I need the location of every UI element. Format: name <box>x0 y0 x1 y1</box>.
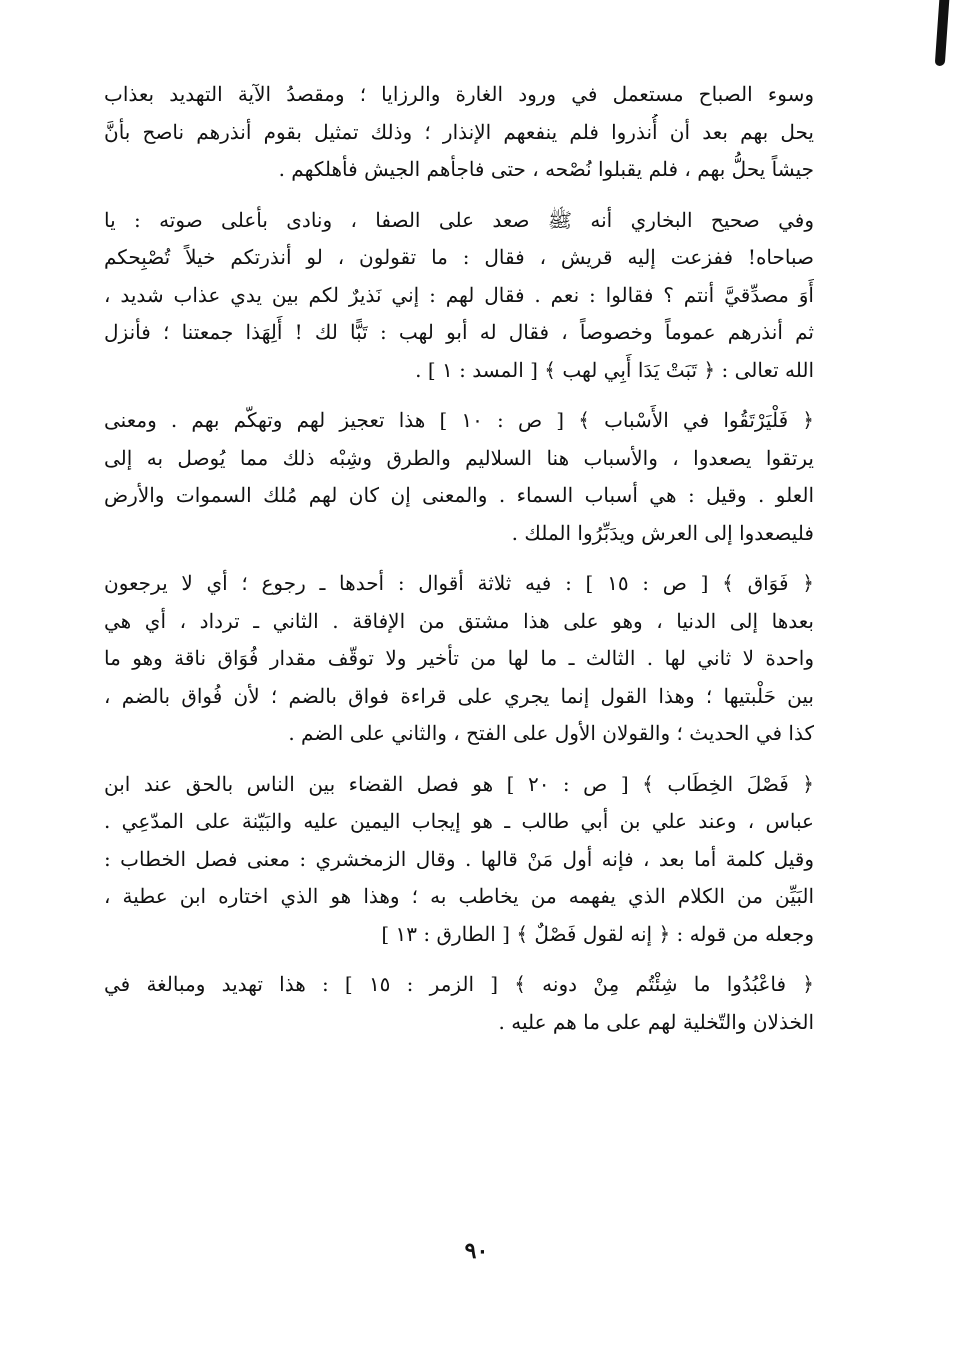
text-line: بين حَلْبتيها ؛ وهذا القول إنما يجري على قراءة فواق بالضم ؛ لأن فُواق بالضم ، <box>104 683 814 708</box>
paragraph-6 <box>104 966 814 1041</box>
page-edge-mark <box>935 0 950 66</box>
text-line: وقيل كلمة أما بعد ، فإنه أول مَنْ قالها . وقال الزمخشري : معنى فصل الخطاب : <box>104 846 814 871</box>
text-line: يرتقوا يصعدوا ، والأسباب هنا السلاليم والطرق وشِبْه ذلك مما يُوصل به إلى <box>104 445 814 470</box>
page-number: ٩٠ <box>464 1238 489 1264</box>
text-line: أَوَ مصدِّقيَّ أنتم ؟ فقالوا : نعم . فقال لهم : إني نَذيرٌ لكم بين يدي عذاب شديد ، <box>104 282 814 307</box>
text-line: صباحاه! ففزعت إليه قريش ، فقال : ما تقولون ، لو أنذرتكم خيلاً تُصْبِحكم <box>104 245 814 269</box>
text-line: ﴿ فَصْلَ الخِطَاب ﴾ [ ص : ٢٠ ] هو فصل القضاء بين الناس بالحق عند ابن <box>104 771 814 796</box>
text-line: العلو . وقيل : هي أسباب السماء . والمعنى إن كان لهم مُلك السموات والأرض <box>104 483 814 507</box>
paragraph-3 <box>104 402 814 552</box>
page-text <box>104 76 814 1054</box>
text-line: الخذلان والتّخلية لهم على ما هم عليه . <box>498 1009 814 1034</box>
text-line: الله تعالى : ﴿ تَبَتْ يَدَا أَبِي لهب ﴾ [ المسد : ١ ] . <box>415 357 814 382</box>
text-line: وجعله من قوله : ﴿ إنه لقول فَصْلٌ ﴾ [ الطارق : ١٣ ] <box>381 921 814 946</box>
text-line: كذا في الحديث ؛ والقولان الأول على الفتح ، والثاني على الضم . <box>288 721 814 745</box>
paragraph-4 <box>104 565 814 753</box>
text-line: ثم أنذرهم عموماً وخصوصاً ، فقال له أبو لهب : تَبًّا لك ! أَلِهَذا جمعتنا ؛ فأنزل <box>104 320 814 344</box>
paragraph-5 <box>104 766 814 954</box>
text-line: ﴿ فَلْيَرْتَقُوا في الأَسْباب ﴾ [ ص : ١٠ ] هذا تعجيز لهم وتهكّم بهم . ومعنى <box>104 408 814 432</box>
text-line: جيشاً يحلُّ بهم ، فلم يقبلوا نُصْحه ، حتى فاجأهم الجيش فأهلكهم . <box>278 157 814 181</box>
text-line: وفي صحيح البخاري أنه ﷺ صعد على الصفا ، ونادى بأعلى صوته : يا <box>104 207 814 232</box>
text-line: وسوء الصباح مستعمل في ورود الغارة والرزايا ؛ ومقصدُ الآية التهديد بعذاب <box>104 82 814 106</box>
text-line: البَيِّن من الكلام الذي يفهمه من يخاطب به ؛ وهذا هو الذي اختاره ابن عطية ، <box>104 884 814 908</box>
text-line: واحدة لا ثاني لها . الثالث ـ ما لها من تأخير ولا توقّف مقدار فُوَاق ناقة وهو ما <box>104 646 814 670</box>
text-line: ﴿ فَوَاق ﴾ [ ص : ١٥ ] : فيه ثلاثة أقوال : أحدها ـ رجوع ؛ أي لا يرجعون <box>104 571 814 595</box>
paragraph-1 <box>104 76 814 189</box>
text-line: بعدها إلى الدنيا ، وهو على هذا مشتق من الإفاقة . الثاني ـ ترداد ، أي هي <box>104 608 814 633</box>
text-line: ﴿ فاعْبُدُوا ما شِئْتُم مِنْ دونه ﴾ [ الزمر : ١٥ ] : هذا تهديد ومبالغة في <box>104 972 814 996</box>
text-line: يحل بهم بعد أن أُنذروا فلم ينفعهم الإنذار ؛ وذلك تمثيل بقوم أنذرهم ناصح بأنَّ <box>104 119 814 144</box>
text-line: فليصعدوا إلى العرش ويدَبِّرُوا الملك . <box>511 520 814 545</box>
text-line: عباس ، وعند علي بن أبي طالب ـ هو إيجاب اليمين عليه والبَيّنة على المدّعِي . <box>104 809 814 833</box>
paragraph-2 <box>104 202 814 390</box>
